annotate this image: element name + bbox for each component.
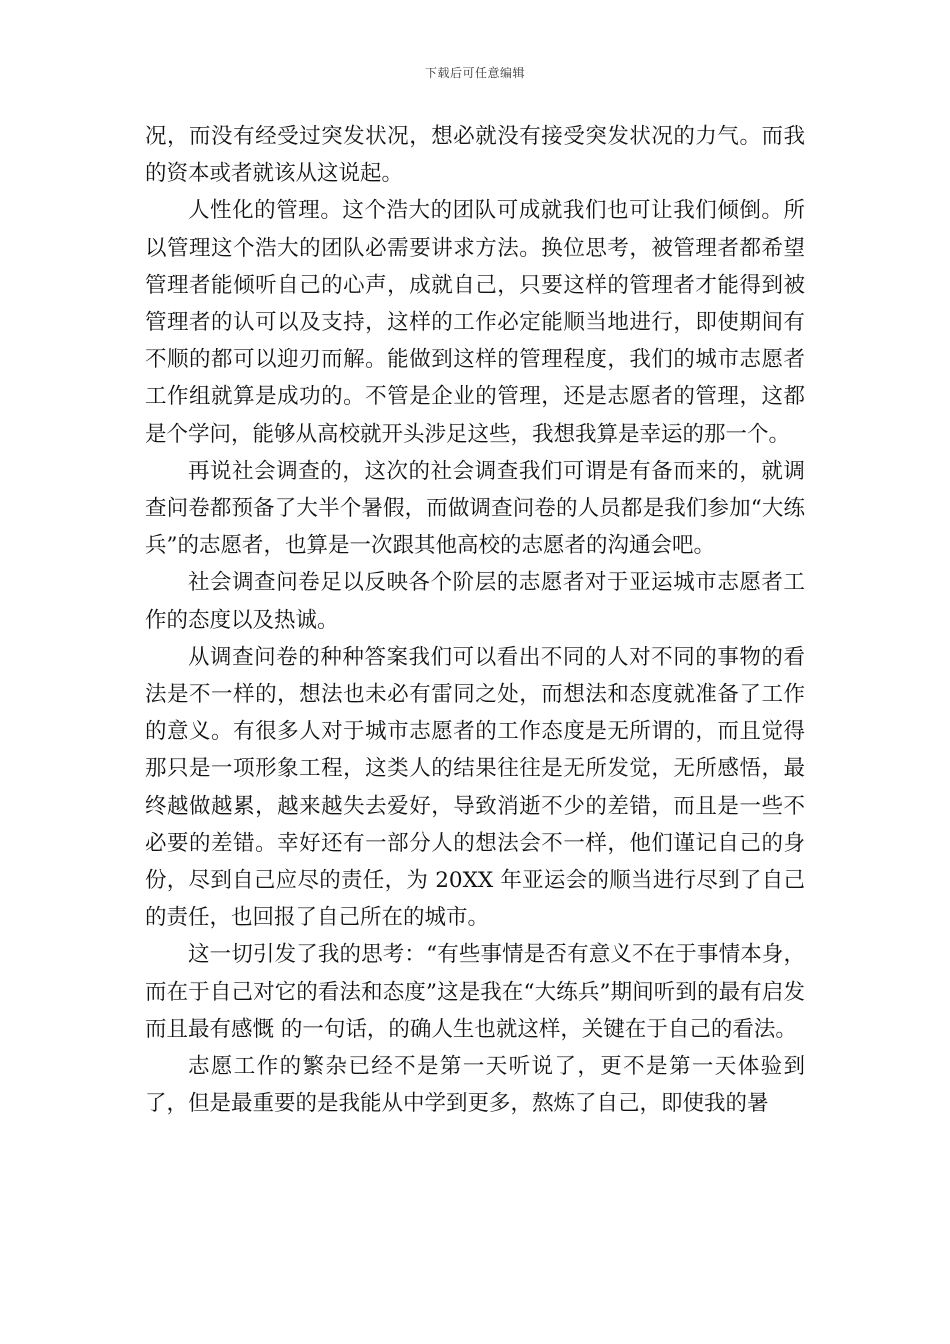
paragraph: 况，而没有经受过突发状况，想必就没有接受突发状况的力气。而我的资本或者就该从这说起。 — [145, 124, 805, 187]
document-body — [145, 118, 805, 1122]
paragraph: 再说社会调查的，这次的社会调查我们可谓是有备而来的，就调查问卷都预备了大半个暑假，而做调查问卷的人员都是我们参加“大练兵”的志愿者，也算是一次跟其他高校的志愿者的沟通会吧。 — [145, 458, 805, 559]
paragraph: 人性化的管理。这个浩大的团队可成就我们也可让我们倾倒。所以管理这个浩大的团队必需要讲求方法。换位思考，被管理者都希望管理者能倾听自己的心声，成就自己，只要这样的管理者才能得到被管理者的认可以及支持，这样的工作必定能顺当地进行，即使期间有不顺的都可以迎刃而解。能做到这样的管理程度，我们的城市志愿者工作组就算是成功的。不管是企业的管理，还是志愿者的管理，这都是个学问，能够从高校就开头涉足这些，我想我算是幸运的那一个。 — [145, 198, 805, 447]
paragraph: 社会调查问卷足以反映各个阶层的志愿者对于亚运城市志愿者工作的态度以及热诚。 — [145, 570, 805, 633]
paragraph: 从调查问卷的种种答案我们可以看出不同的人对不同的事物的看法是不一样的，想法也未必有雷同之处，而想法和态度就准备了工作的意义。有很多人对于城市志愿者的工作态度是无所谓的，而且觉得那只是一项形象工程，这类人的结果往往是无所发觉，无所感悟，最终越做越累，越来越失去爱好，导致消逝不少的差错，而且是一些不必要的差错。幸好还有一部分人的想法会不一样，他们谨记自己的身份，尽到自己应尽的责任，为 20XX 年亚运会的顺当进行尽到了自己的责任，也回报了自己所在的城市。 — [145, 644, 805, 931]
paragraph: 这一切引发了我的思考：“有些事情是否有意义不在于事情本身，而在于自己对它的看法和态度”这是我在“大练兵”期间听到的最有启发而且最有感慨 的一句话，的确人生也就这样，关键在于自己的看法。 — [145, 942, 805, 1042]
page-header: 下载后可任意编辑 — [424, 66, 525, 80]
paragraph: 志愿工作的繁杂已经不是第一天听说了，更不是第一天体验到了，但是最重要的是我能从中学到更多，熬炼了自己，即使我的暑 — [145, 1054, 805, 1117]
